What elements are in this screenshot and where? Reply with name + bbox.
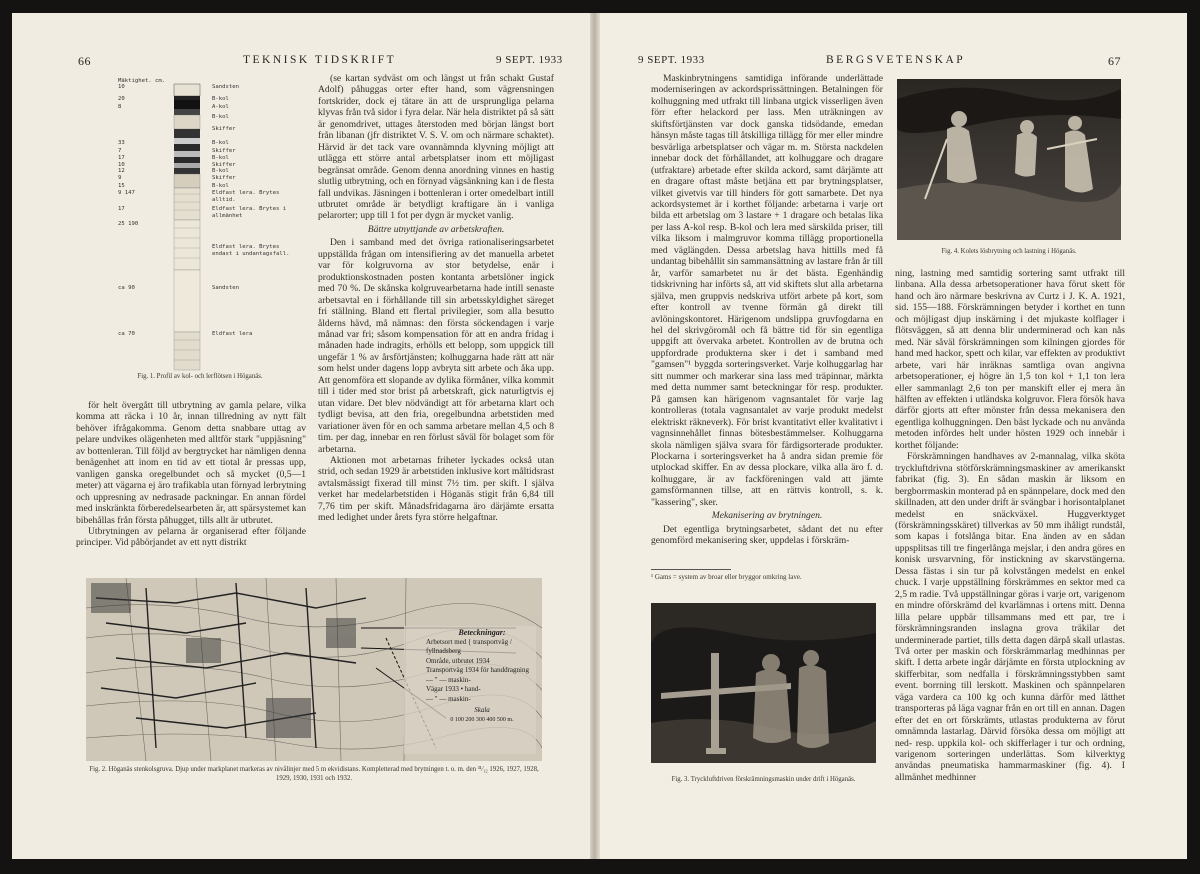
- legend-item: Område, utbrutet 1934: [426, 656, 490, 665]
- fig1-layer-name: B-kol: [212, 140, 229, 146]
- paragraph: Aktionen mot arbetarnas friheter lyckades också utan strid, och sedan 1929 är arbetstiden inklusive kort måltidsrast avtalsmässigt fixerad till minst 7½ tim. per skift. I själva verket har medelarbetstiden i Höganäs stigit från 6,84 till 7,76 tim per skift. Månadsfridagarna äro därjämte ersatta med ledighet under årets fyra större helgaftnar.: [318, 454, 554, 524]
- fig3-photo-svg: [651, 603, 876, 763]
- fig3-caption: Fig. 3. Tryckluftdriven förskrämningsmaskin under drift i Höganäs.: [671, 776, 856, 783]
- fig1-layer-thickness: 9 147: [118, 190, 135, 196]
- fig1-layer-name: B-kol: [212, 183, 229, 189]
- fig1-layer-thickness: ca 90: [118, 285, 135, 291]
- fig3-photo: [651, 603, 876, 763]
- paragraph: Maskinbrytningens samtidiga införande underlättade moderniseringen av ackordsprissättningen. Betalningen för kolhuggning med utfrakt till linbana utgick visserligen även förr efter helackord per lass. Men uträkningen av skiftsförtjänsten var dock ganska tidsödande, emedan hänsyn måste tagas till åtskilliga tillägg för mer eller mindre besvärliga arbetsplatser och vägar m. m. Största nackdelen innebar dock det förhållandet, att kolhuggare och dragare (utfraktare) arbetade efter skilda ackord, samt därjämte att en dragare oftast måste betjäna ett par brytningsplatser, vilket givetvis var till hinders för gott samarbete. Det nya ackordsystemet är i korthet följande: arbetarna i varje ort bilda ett arbetslag om 3 lastare + 1 dragare och betalas lika per lass A-kol resp. B-kol och lera med särskilda priser, till vilka liksom i malmgruvor komma tillägg proportionella med väglängden. Dessa arbetslag hava hittills med få undantag bibehållit sin sammansättning av lastare från år till år, varför samarbetet nu är det bästa. Egenhändig tidskrivning har införts så, att vid skiftets slut alla arbetarna själva, men gruppvis nedskriva utfört arbete på kort, som efter kontroll av tvenne förmän gå direkt till avlöningskontoret. Härigenom undslippa gruvfogdarna en hel del skrivgöromål och få bättre tid för sin egentliga uppgift att övervaka arbetet. Kontrollen av de brutna och uppfordrade produkterna sker i det i samband med "gamsen"¹ byggda sorteringsverket. Varje kolhuggarlag har sitt nummer och markerar sina lass med träpinnar, märkta med detta nummer samt beteckningar för resp. produkter. På gamsen kan härigenom vagnsantalet för varje lag kontrolleras (totala vagnsantalet av varje produkt medelst elektriskt räkneverk). För brist kvantitativt eller kvalitativt i vagnsinnehållet finnas bötesbestämmelser. Kolhuggarna skola nämligen själva svara för färdigsorterade produkter. Plockarna i sorteringsverket ha å andra sidan premie för utplockad skiffer. En av dessa plockare, vilka alla äro f. d. kolhuggare, är av fackföreningen vald att jämte gamsförmannen tillse, att en rättvis kontroll, s. k. "kassering", sker.: [651, 73, 883, 508]
- paragraph: ning, lastning med samtidig sortering samt utfrakt till linbana. Alla dessa arbetsoperationer hava förut skett för hand och äro närmare beskrivna av Curtz i J. K. A. 1921, sid. 155—188. Förskrämningen betyder i korthet en tunn och möjligast djup inskärning i det mjukaste kolflager i flötsväggen, så att denna blir underminerad och kan nås med. När såväl förskrämningen som kilningen gjordes för hand med hackor, spett och kilar, var effekten av produktivt arbete, vari här inräknas samtliga ovan angivna arbetsoperationer, ej högre än 1,5 ton kol + 1,1 ton lera eller sammanlagt 2,6 ton per manskift eller ej mera än hälften av effekten i utländska kolgruvor. Flera försök hava därför gjorts att efter mönster från dessa mekanisera den egentliga kolhuggningen. Den bäst lyckade och nu använda metoden infördes helt under hösten 1929 och innebär i korthet följande:: [895, 268, 1125, 451]
- fig1-layer-name: Skiffer: [212, 126, 236, 132]
- paragraph: Utbrytningen av pelarna är organiserad efter följande principer. Vid påbörjandet av ett nytt distrikt: [76, 525, 306, 549]
- legend-item: Arbetsort med { transportväg / fyllnadsberg: [426, 637, 512, 655]
- fig4-photo: [897, 79, 1121, 240]
- fig1-layer-thickness: 15: [118, 183, 125, 189]
- footnote-rule: [651, 569, 731, 570]
- left-date: 9 SEPT. 1933: [496, 54, 563, 66]
- fig1-layer-thickness: 33: [118, 140, 125, 146]
- fig1-layer-name: Eldfast lera. Brytes endast i undantagsfall.: [212, 244, 290, 257]
- fig1-layer-name: A-kol: [212, 104, 229, 110]
- legend-item: — " — maskin-: [426, 694, 471, 703]
- fig1-layer-name: B-kol: [212, 96, 229, 102]
- fig1-thickness-header: Mäktighet. cm.: [118, 78, 166, 84]
- right-column-c: [651, 73, 883, 565]
- legend-item: — " — maskin-: [426, 675, 471, 684]
- fig1-layer-thickness: 17: [118, 155, 125, 161]
- section-heading: Mekanisering av brytningen.: [711, 510, 823, 522]
- section-heading: Bättre utnyttjande av arbetskraften.: [367, 223, 505, 235]
- fig1-layer-thickness: 12: [118, 168, 125, 174]
- fig1-layer-name: Sandsten: [212, 285, 239, 291]
- fig4-photo-svg: [897, 79, 1121, 240]
- fig2-mine-map: [86, 578, 542, 761]
- legend-item: Transportväg 1934 för handdragning: [426, 666, 529, 674]
- fig1-layer-thickness: 7: [118, 148, 122, 154]
- right-journal-title: BERGSVETENSKAP: [826, 54, 966, 66]
- footnote: ¹ Gams = system av broar eller bryggor omkring lave.: [651, 573, 802, 581]
- page-fold: [590, 13, 600, 859]
- right-date: 9 SEPT. 1933: [638, 54, 705, 66]
- paragraph: för helt övergått till utbrytning av gamla pelare, vilka komma att räcka i 10 år, innan tillredning av nytt fält behöver ifrågakomma. Genom detta snabbare uttag av pelare undvikes olägenheten med alltför stark "uppjäsning" av bottenleran. Till följd av bergtrycket har nämligen denna benägenhet att inom en tid av ett tiotal år pressas upp, vanligen ganska oregelbundet och så mycket (0,5—1 meter) att vägarna ej äro trafikabla utan förnyad lerbrytning och uppresning av nedrasade packningar. En annan fördel med inskränkta förberedelsearbeten är, att spärsystemet kan bibehållas från första påhugget, tills allt är utbrutet.: [76, 400, 306, 526]
- fig1-layer-thickness: 10: [118, 162, 125, 168]
- left-column-b: [318, 73, 554, 568]
- fig1-layer-thickness: 25 190: [118, 221, 139, 227]
- left-journal-title: TEKNISK TIDSKRIFT: [243, 54, 397, 66]
- fig1-layer-thickness: 8: [118, 104, 122, 110]
- paragraph: Den i samband med det övriga rationaliseringsarbetet uppställda frågan om intensifiering av det manuella arbetet var för kolgruvorna av stor betydelse, enär i produktionskostnaden posten kontanta arbetslöner ingick med 70 %. De skånska kolgruvearbetarna hade intill senaste arbetsavtal en i förhållande till sin arbetsskyldighet säreget fri ställning. Bland ett flertal privilegier, som alla besutto ålderns hävd, må nämnas: den första söckendagen i varje månad var fri; såsom kompensation för att en andra fridag i månaden hade indragits, erhölls ett belopp, som uppgick till ungefär 1 % av årsförtjänsten; kolhuggarna hade rätt att när som helst under dagens lopp avbryta sitt arbete och åka upp. Att genomföra ett slopande av dylika förmåner, vilka kommit till i tider med stor brist på arbetskraft, gick naturligtvis ej utan vidare. Det blev nödvändigt att för arbetarna klart och tydligt bevisa, att den fria, oregelbundna arbetstiden med variationer även för en och samma arbetare mellan 4,5 och 8 tim. per dag, innebar en ren förlust såväl för bolaget som för arbetarna.: [318, 237, 554, 455]
- fig1-layer-name: Eldfast lera. Brytes i allmänhet: [212, 206, 287, 219]
- left-page-number: 66: [78, 54, 91, 68]
- fig1-layer-name: Sandsten: [212, 84, 239, 90]
- fig1-layer-name: B-kol: [212, 114, 229, 120]
- fig2-legend: [426, 628, 538, 725]
- left-column-a: [76, 400, 306, 568]
- fig2-caption: Fig. 2. Höganäs stenkolsgruva. Djup under markplanet markeras av nivålinjer med 5 m ekvidistans. Kompletterad med brytningen t. o. m. den ³¹⁄₁₂ 1926, 1927, 1928, 1929, 1930, 1931 och 1932.: [89, 766, 539, 782]
- fig1-layer-name: Eldfast lera: [212, 331, 253, 337]
- fig4-caption: Fig. 4. Kolets lösbrytning och lastning i Höganäs.: [941, 248, 1077, 255]
- fig1-layer-thickness: 20: [118, 96, 125, 102]
- paragraph: Det egentliga brytningsarbetet, sådant det nu efter genomförd mekanisering sker, uppdelas i förskräm-: [651, 523, 883, 547]
- paragraph: Förskrämningen handhaves av 2-mannalag, vilka sköta tryckluftdrivna stötförskrämningsmaskiner av amerikanskt fabrikat (fig. 3). En sådan maskin är liksom en bergborrmaskin monterad på en spännpelare, dock med den skillnaden, att den under drift är svängbar i horisontalplanet medelst en snäckväxel. Huggverktyget (förskrämningsskäret) tillverkas av 50 mm ihåligt rundstål, som kapas i fotslånga bitar. Ena änden av en sådan uppsplitsas till tre fingerlånga mejslar, i den andra göres en konisk ursvarvning, för instickning av skarvstängerna. Dessa fästas i sin tur på kolvstången medelst en enkel chuck. I varje uppställning förskrämmes en sektor med ca 2,5 m radie. Två uppställningar göras i varje ort, varigenom en mindre oförskrämd del kvarlämnas i ortens mitt. Denna lilla pelare uppbär tillsammans med ett par, tre i förskrämningsranden inslagna grova träkilar det underminerade partiet, tills detta dagen därpå skall utlastas. Två orter per maskin och förskrämmarlag medhinnas per skift. I detta arbete ingår därjämte en första utplockning av skifferbitar, som nedfalla i förskrämningsstybben samt event. borrning till lerskott. Maskinen och spännpelaren väga vardera ca 100 kg och kunna därför med lätthet transporteras på läga vagnar från en ort till en annan. Dagen efter det en ort förskrämts, utlastas produkterna av förut omnämnda lastarlag. Därvid försöka dessa om möjligt att ned- resp. uppkila kol- och skifferlager i tur och ordning, varigenom sorteringen underlättas. Som kilverktyg användas pneumatiska hammarmaskiner (fig. 4). I allmänhet medhinner: [895, 451, 1125, 783]
- fig1-layer-thickness: ca 70: [118, 331, 135, 337]
- fig1-layer-name: Skiffer: [212, 148, 236, 154]
- fig1-layer-name: Skiffer: [212, 162, 236, 168]
- right-column-d: [895, 268, 1125, 851]
- legend-title: Beteckningar:: [458, 628, 506, 637]
- fig1-layer-name: B-kol: [212, 155, 229, 161]
- right-page-number: 67: [1108, 54, 1121, 68]
- fig1-layer-thickness: 9: [118, 175, 122, 181]
- fig1-layer-thickness: 10: [118, 84, 125, 90]
- fig1-layer-thickness: 17: [118, 206, 125, 212]
- legend-item: Vägar 1933 • hand-: [426, 685, 481, 693]
- paragraph: (se kartan sydväst om och längst ut från schakt Gustaf Adolf) påhuggas orter efter hand, som vägrensningen fortskrider, dock ej tätare än att de ursprungliga pelarna klyvas från två sidor i fyra delar. När hela distriktet på så sätt är genomdrivet, uttages återstoden med början längst bort från libanan (jfr distriktet V. S. V. om och närmare schaktet). Härvid är det tack vare ovannämnda klyvning möjligt att utlägga ett större antal arbetsplatser inom ett möjligast begränsat område. Genom denna anordning vinnes en hastig slutlig utbrytning, och en förnyad vägsänkning kan i de flesta fall undvikas. Jäsningen i bottenleran i orter omedelbart intill utbrutet område är betydligt kraftigare än i vanliga pelarorter; upp till 1 fot per dygn är mycket vanlig.: [318, 73, 554, 222]
- scale-title: Skala: [474, 706, 490, 714]
- fig1-layer-name: Eldfast lera. Brytes alltid.: [212, 190, 280, 203]
- fig1-layer-name: B-kol: [212, 168, 229, 174]
- fig1-layer-name: Skiffer: [212, 175, 236, 181]
- scale-ticks: 0 100 200 300 400 500 m.: [450, 716, 514, 723]
- fig1-caption: Fig. 1. Profil av kol- och lerflötsen i Höganäs.: [137, 373, 263, 380]
